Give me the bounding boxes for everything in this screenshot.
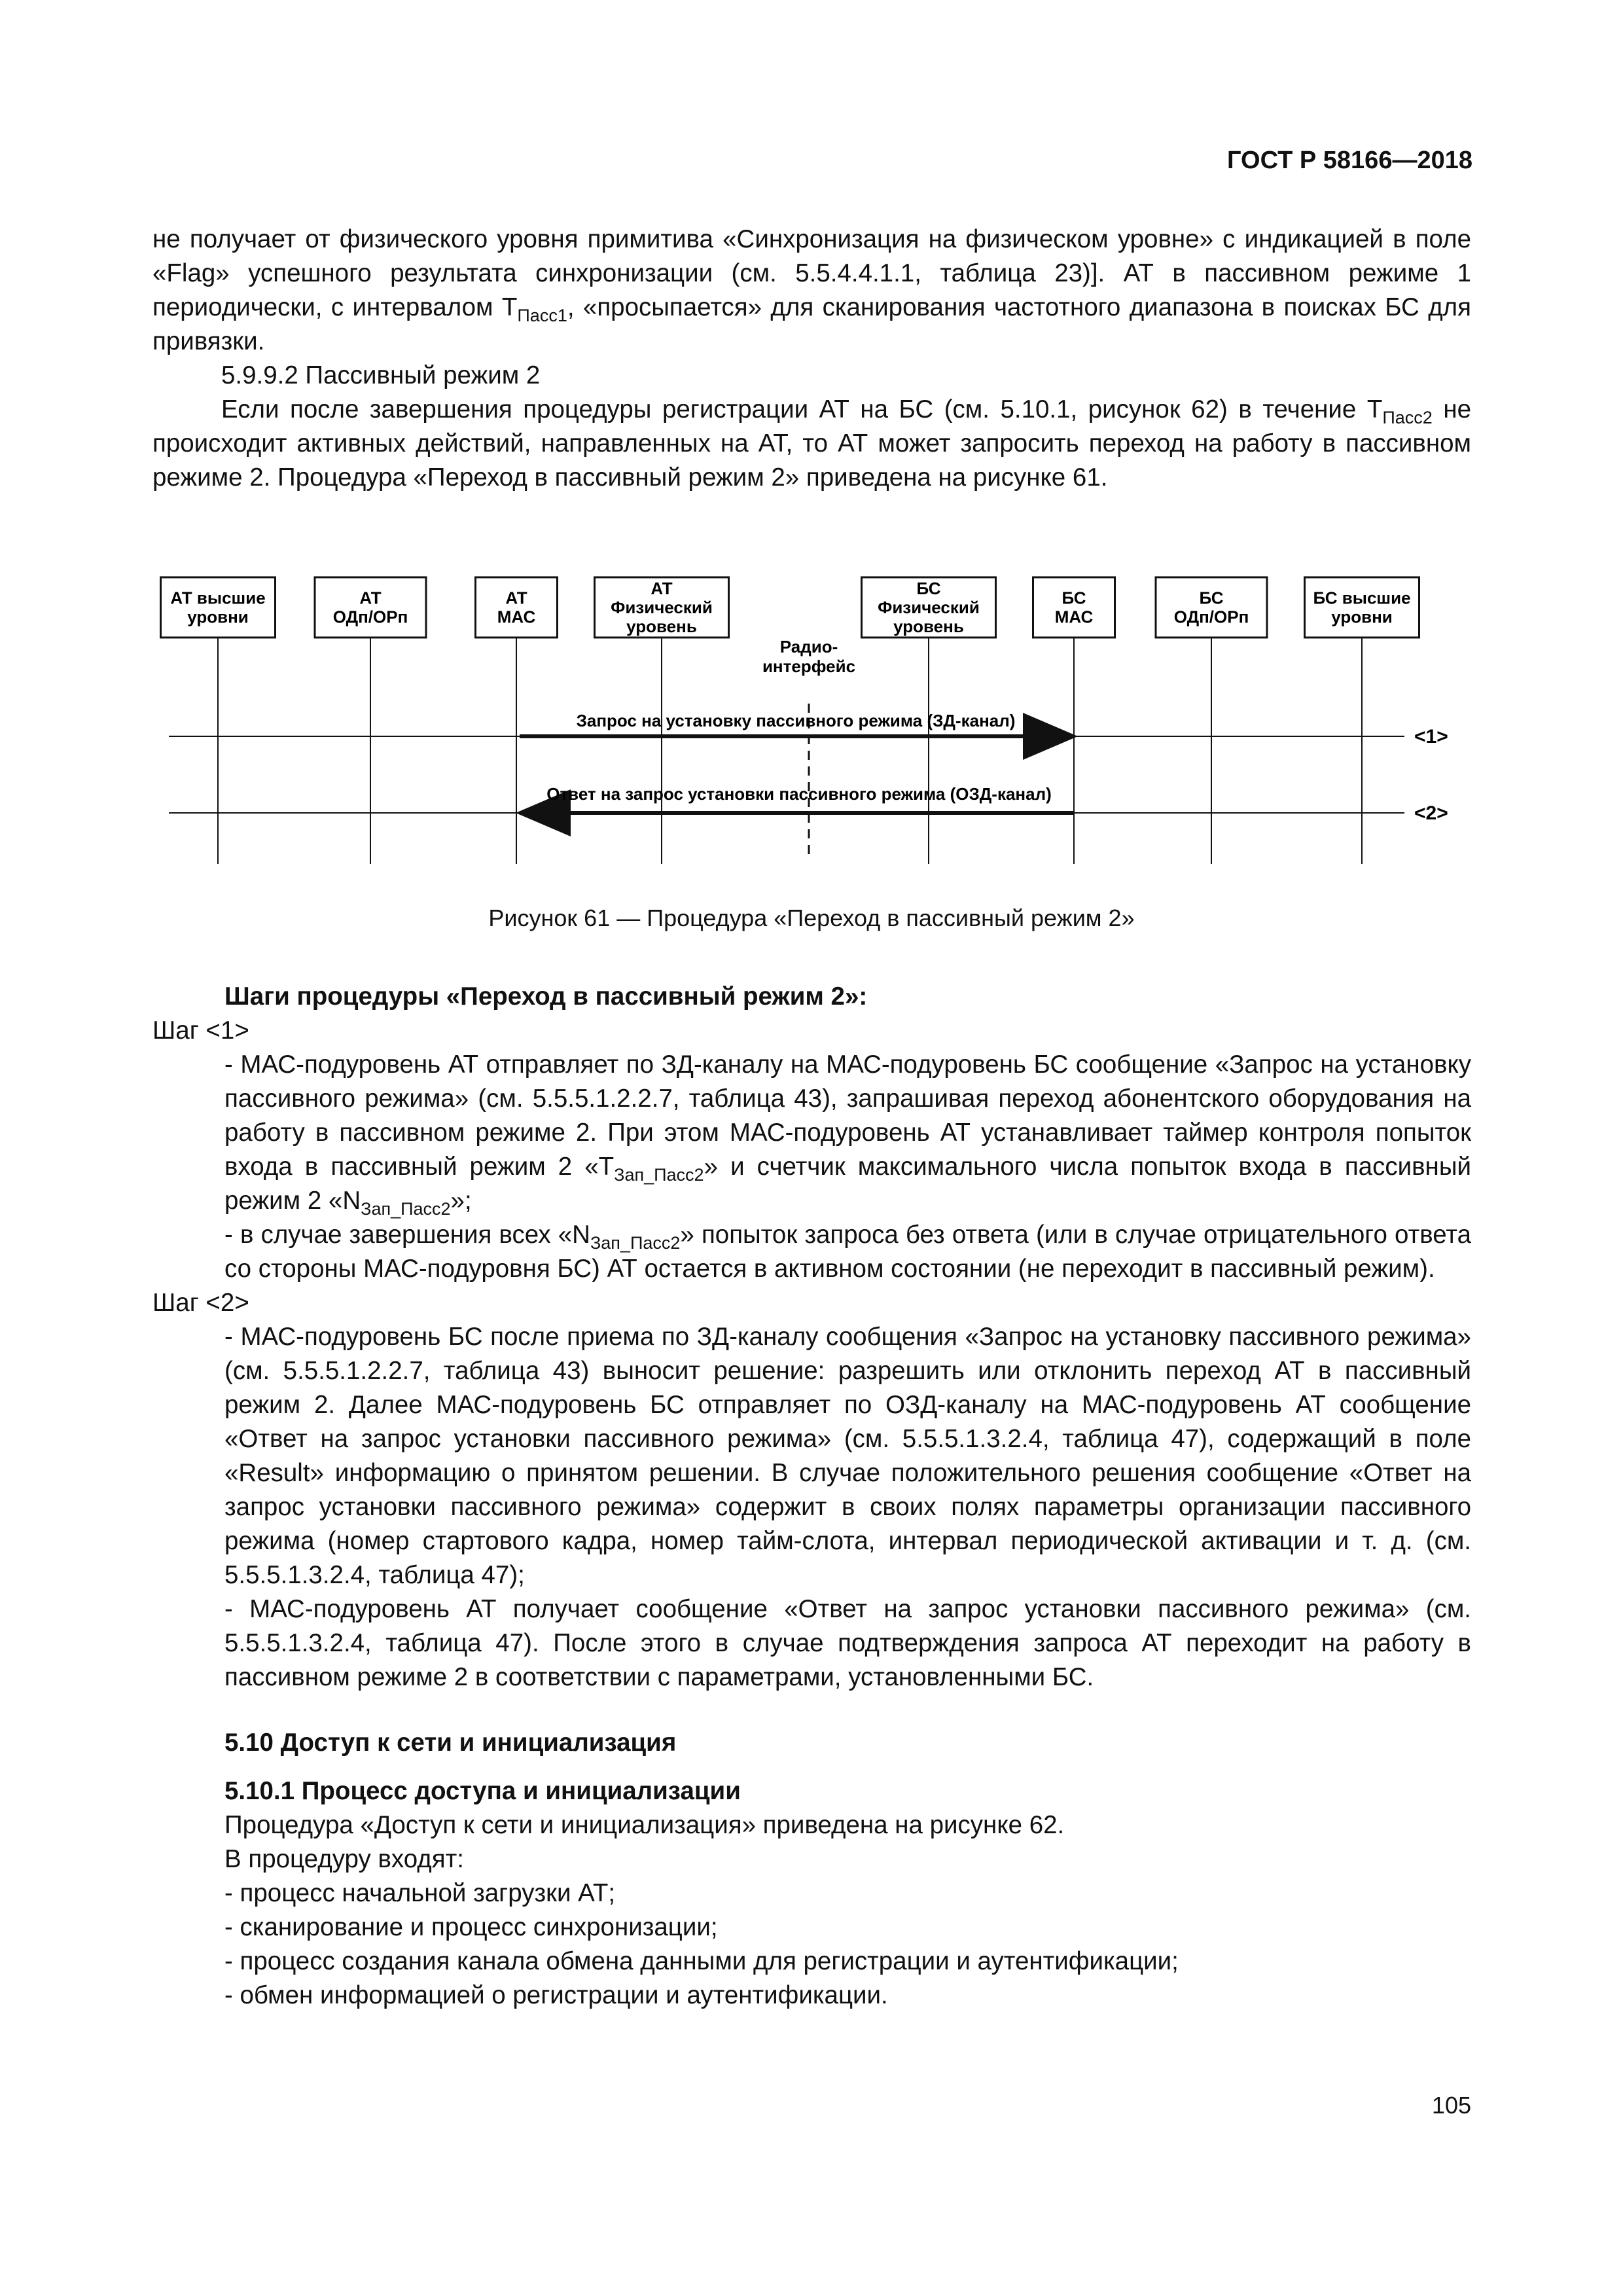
list-item: - процесс создания канала обмена данными для регистрации и аутентификации;	[224, 1947, 1179, 1975]
entity-label: АТ	[359, 588, 382, 608]
entity-label: уровни	[187, 607, 249, 627]
step-1-label: Шаг <1>	[152, 1016, 249, 1045]
entity-label: Физический	[611, 598, 713, 617]
entity-label: уровень	[626, 617, 697, 636]
radio-interface-label-1: Радио-	[779, 637, 838, 656]
entity-label: БС	[916, 579, 941, 598]
step-1-item-a: - МАС-подуровень АТ отправляет по ЗД-каналу на МАС-подуровень БС сообщение «Запрос на установку пассивного режима» (см. 5.5.5.1.2.2.7, таблица 43), запрашивая переход абонентского оборудования на работу в пассивном режиме 2. При этом МАС-подуровень АТ устанавливает таймер контроля попыток входа в пассивный режим 2 «$T_{Зап\_Пасс2}$» и счетчик максимального числа попыток входа в пассивный режим 2 «$N_{Зап\_Пасс2}$»;	[224, 1050, 1471, 1219]
entity-label: МАС	[1054, 607, 1094, 627]
entity-label: АТ	[651, 579, 673, 598]
intro-paragraph-1: не получает от физического уровня примитива «Синхронизация на физическом уровне» с индикацией в поле «Flag» успешного результата синхронизации (см. 5.5.4.4.1.1, таблица 23)]. АТ в пассивном режиме 1 периодически, с интервалом $T_{Пасс1}$, «просыпается» для сканирования частотного диапазона в поисках БС для привязки.	[152, 225, 1471, 355]
entity-label: Физический	[878, 598, 980, 617]
intro-block	[152, 223, 1471, 495]
step-2-label: Шаг <2>	[152, 1289, 249, 1317]
sequence-diagram	[154, 569, 1470, 877]
entity-label: АТ	[505, 588, 527, 608]
entity-label: БС	[1199, 588, 1224, 608]
step-2-item-b: - МАС-подуровень АТ получает сообщение «Ответ на запрос установки пассивного режима» (см. 5.5.5.1.3.2.4, таблица 47). После этого в случае подтверждения запроса АТ переходит на работу в пассивном режиме 2 в соответствии с параметрами, установленными БС.	[224, 1595, 1471, 1691]
list-item: - процесс начальной загрузки АТ;	[224, 1879, 616, 1907]
figure-caption: Рисунок 61 — Процедура «Переход в пассивный режим 2»	[488, 905, 1135, 931]
steps-heading: Шаги процедуры «Переход в пассивный режим 2»:	[224, 982, 868, 1011]
intro-paragraph-2: Если после завершения процедуры регистрации АТ на БС (см. 5.10.1, рисунок 62) в течение $T_{Пасс2}$ не происходит активных действий, направленных на АТ, то АТ может запросить переход на работу в пассивном режиме 2. Процедура «Переход в пассивный режим 2» приведена на рисунке 61.	[152, 395, 1472, 492]
message-label-1: Запрос на установку пассивного режима (ЗД-канал)	[576, 711, 1016, 730]
entity-label: БС высшие	[1313, 588, 1411, 608]
entity-label: БС	[1061, 588, 1086, 608]
list-item: - обмен информацией о регистрации и аутентификации.	[224, 1981, 888, 2009]
steps-block	[152, 980, 1471, 1695]
message-label-2: Ответ на запрос установки пассивного режима (ОЗД-канал)	[546, 784, 1052, 804]
section-510-title: 5.10 Доступ к сети и инициализация	[224, 1729, 677, 1757]
entity-label: уровень	[893, 617, 964, 636]
step-2-item-a: - МАС-подуровень БС после приема по ЗД-каналу сообщения «Запрос на установку пассивного режима» (см. 5.5.5.1.2.2.7, таблица 43) выносит решение: разрешить или отклонить переход АТ в пассивный режим 2. Далее МАС-подуровень БС отправляет по ОЗД-каналу на МАС-подуровень АТ сообщение «Ответ на запрос установки пассивного режима» (см. 5.5.5.1.3.2.4, таблица 47), содержащий в поле «Result» информацию о принятом решении. В случае положительного решения сообщение «Ответ на запрос установки пассивного режима» содержит в своих полях параметры организации пассивного режима (номер стартового кадра, номер тайм-слота, интервал периодической активации и т. д. (см. 5.5.5.1.3.2.4, таблица 47);	[224, 1323, 1471, 1589]
section-heading-5992: 5.9.9.2 Пассивный режим 2	[221, 361, 541, 389]
step-tag-1: <1>	[1414, 726, 1448, 747]
radio-interface-label-2: интерфейс	[762, 656, 856, 676]
step-1-item-b: - в случае завершения всех «$N_{Зап\_Пасс2}$» попыток запроса без ответа (или в случае отрицательного ответа со стороны МАС-подуровня БС) АТ остается в активном состоянии (не переходит в пассивный режим).	[224, 1221, 1471, 1283]
entity-label: уровни	[1331, 607, 1393, 627]
page-number: 105	[1431, 2092, 1471, 2119]
section-5101-title: 5.10.1 Процесс доступа и инициализации	[224, 1777, 741, 1805]
section-510-block	[224, 1726, 1471, 2013]
entity-label: ОДп/ОРп	[1173, 607, 1249, 627]
section-510-line-1: Процедура «Доступ к сети и инициализация» приведена на рисунке 62.	[224, 1811, 1065, 1839]
entity-label: МАС	[497, 607, 536, 627]
document-standard-number: ГОСТ Р 58166—2018	[1227, 147, 1472, 174]
entity-group	[161, 577, 1419, 637]
list-item: - сканирование и процесс синхронизации;	[224, 1913, 718, 1941]
entity-label: ОДп/ОРп	[332, 607, 408, 627]
entity-label: АТ высшие	[170, 588, 266, 608]
section-510-line-2: В процедуру входят:	[224, 1845, 464, 1873]
step-tag-2: <2>	[1414, 802, 1448, 824]
